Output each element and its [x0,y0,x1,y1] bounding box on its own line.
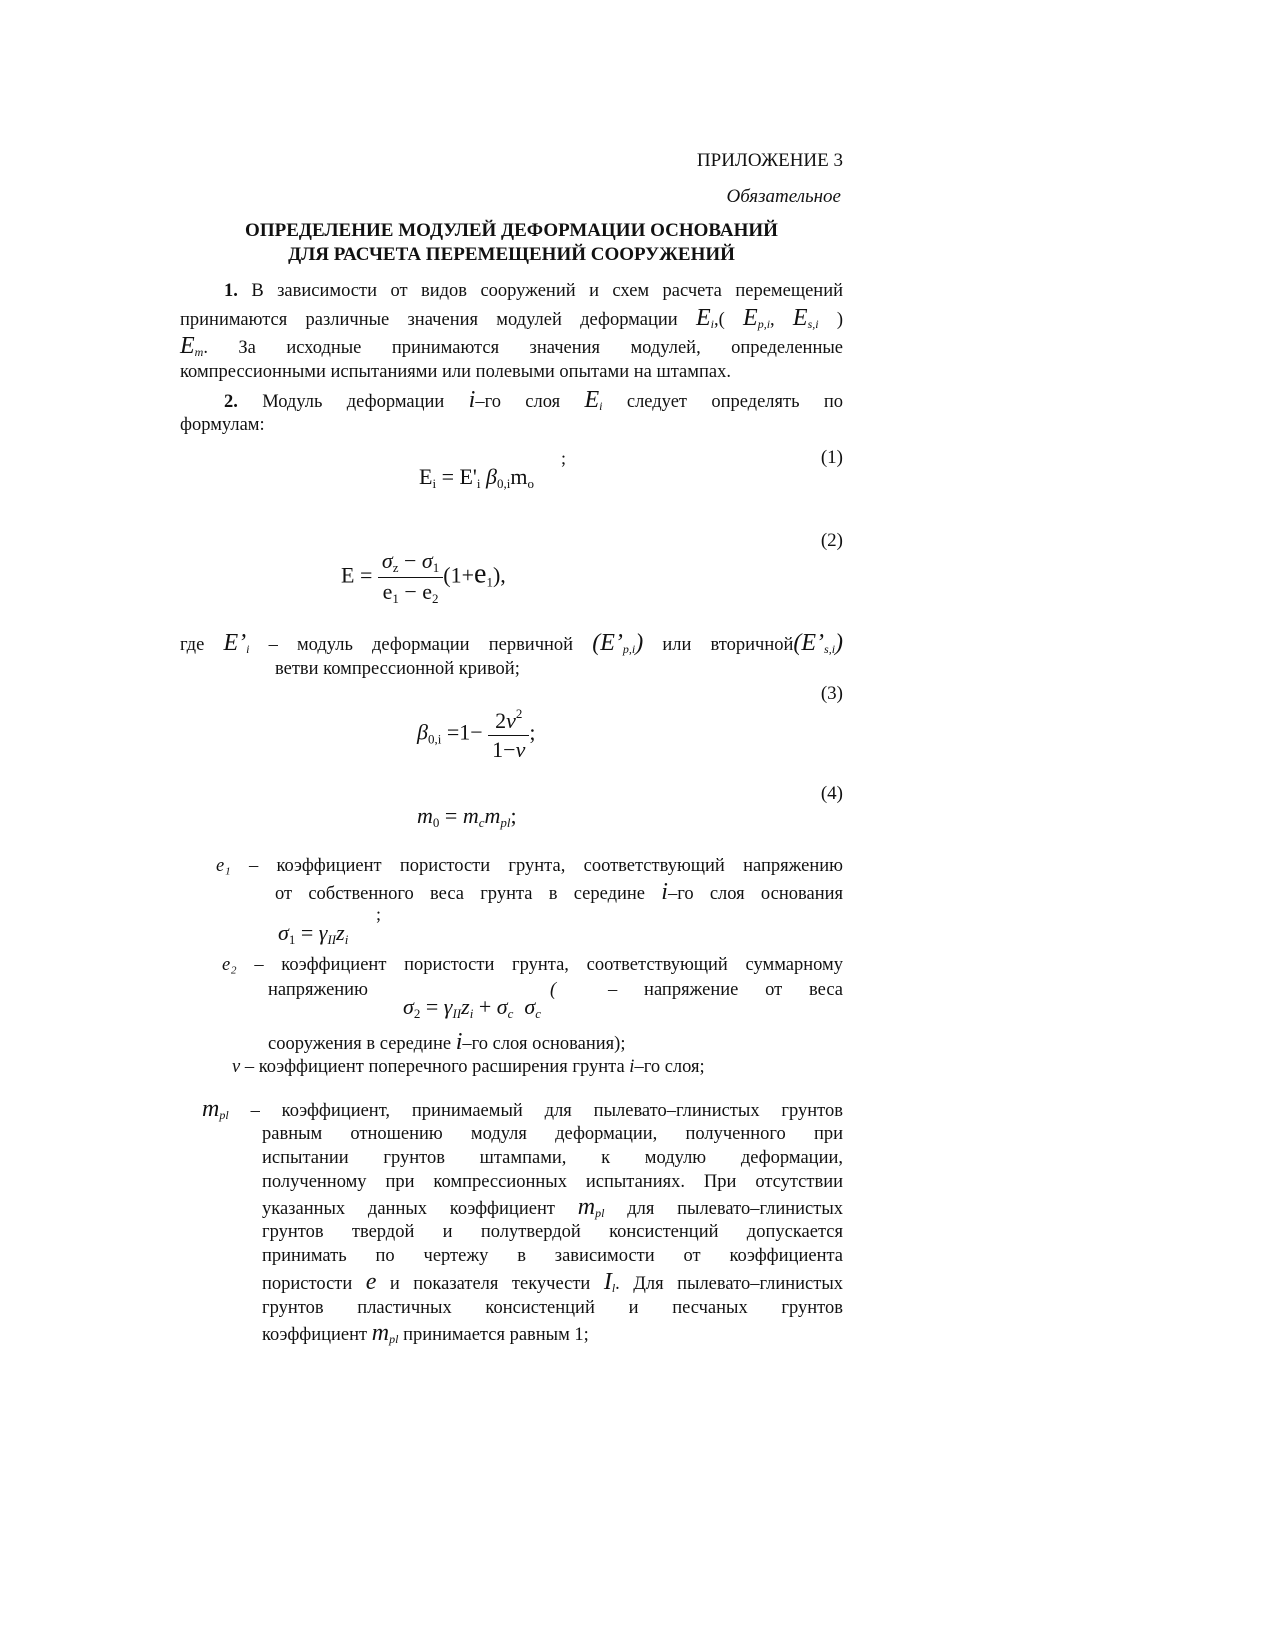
title-line-2: ДЛЯ РАСЧЕТА ПЕРЕМЕЩЕНИЙ СООРУЖЕНИЙ [288,244,735,265]
paragraph-1-line-1 [180,279,843,303]
mpl-line-10 [262,1321,589,1351]
symbol-e-prime-i: $E’_i$ [223,630,250,656]
symbol-e: e [365,1269,377,1295]
e2-text-3: – напряжение от веса [608,980,843,1000]
equation-3: β0,i =1− $\frac{2\nu^2}{1-\nu}$ ; [417,706,536,762]
equation-4-number: (4) [820,783,843,804]
appendix-label: ПРИЛОЖЕНИЕ 3 [696,150,843,171]
symbol-mpl-3: $m_{pl}$ [371,1320,399,1346]
paragraph-2-line-1 [180,388,843,418]
sigma1-formula: σ1 = γIIzi [278,920,349,947]
paragraph-2-text-b: –го слоя [475,392,561,412]
paragraph-2-text-a: Модуль деформации [262,392,445,412]
mpl-line-9: грунтов пластичных консистенций и песчаных грунтов [262,1298,843,1318]
symbol-il: $I_l$ [603,1269,616,1295]
symbol-em: $E_m$ [180,333,204,359]
symbol-i-3: i [455,1029,463,1055]
e1-text-1: – коэффициент пористости грунта, соответствующий напряжению [248,856,844,876]
paragraph-2-text-c: следует определять по [626,392,844,412]
e1-semicolon: ; [376,904,382,924]
e2-paren: ( [550,980,557,1000]
e1-text-3: –го слоя основания [667,884,843,904]
mpl-line-7: принимать по чертежу в зависимости от коэффициента [262,1246,843,1266]
nu-text: – коэффициент поперечного расширения грунта [244,1057,625,1077]
symbol-esi: $E_{s,i}$ [792,305,819,331]
where-text-a: – модуль деформации первичной [268,635,574,655]
where-line-2: ветви компрессионной кривой; [275,659,520,679]
e1-line-1 [216,854,843,878]
e2-text-4: сооружения в середине [268,1034,452,1054]
e2-text-1: – коэффициент пористости грунта, соответствующий суммарному [254,955,843,975]
equation-4: m0 = mcmpl; [417,803,517,830]
symbol-e2: e₂ [222,955,237,975]
mpl-line-6: грунтов твердой и полутвердой консистенций допускается [262,1222,843,1242]
symbol-ei-2: $E_i$ [584,387,603,413]
equation-2-fraction: $\frac{\sigma z - \sigma 1}{e1 - e2}$ [378,548,443,607]
mpl-line-2: равным отношению модуля деформации, полученного при [262,1124,843,1144]
sigma2-formula: σ2 = γIIzi + σc σc [403,994,542,1021]
mpl-text-5a: указанных данных коэффициент [262,1199,555,1219]
equation-1-number: (1) [820,447,843,468]
paragraph-1-text-2: принимаются различные значения модулей деформации [180,310,678,330]
mpl-text-8b: и показателя текучести [389,1274,591,1294]
equation-3-number: (3) [820,683,843,704]
equation-1-semicolon: ; [561,448,567,468]
paragraph-1-line-4: компрессионными испытаниями или полевыми опытами на штампах. [180,362,731,382]
symbol-epi: $E_{p,i}$ [743,305,771,331]
symbol-e-prime-si: $(E’_{s,i})$ [793,630,844,656]
mpl-text-8c: . Для пылевато–глинистых [615,1274,844,1294]
symbol-ei: $E_i$ [695,305,714,331]
mpl-line-3: испытании грунтов штампами, к модулю деформации, [262,1148,843,1168]
paragraph-2-line-2: формулам: [180,415,265,435]
e2-text-2: напряжению [268,980,368,1000]
equation-2-comma: , [500,562,506,588]
paragraph-1-number: 1. [224,281,238,301]
e2-line-1 [222,953,843,977]
nu-line [232,1055,705,1079]
mpl-text-10a: коэффициент [262,1325,368,1345]
mpl-line-4: полученному при компрессионных испытаниях. При отсутствии [262,1172,843,1192]
equation-2-number: (2) [820,530,843,551]
where-word: где [180,635,205,655]
symbol-i-4: i [629,1057,635,1077]
symbol-i: i [468,387,476,413]
mpl-text-5b: для пылевато–глинистых [627,1199,844,1219]
paragraph-1-text-3: . За исходные принимаются значения модулей, определенные [203,338,843,358]
mpl-text-1: – коэффициент, принимаемый для пылевато–глинистых грунтов [250,1101,843,1121]
e2-line-3 [268,1030,625,1056]
e2-text-5: –го слоя основания); [462,1034,626,1054]
symbol-e1: e₁ [216,856,231,876]
equation-2: E = $\frac{\sigma z - \sigma 1}{e1 - e2}$ (1+e1), [341,548,506,606]
nu-text-2: –го слоя; [634,1057,705,1077]
equation-3-fraction: $\frac{2\nu^2}{1-\nu}$ [488,706,529,763]
title-line-1: ОПРЕДЕЛЕНИЕ МОДУЛЕЙ ДЕФОРМАЦИИ ОСНОВАНИЙ [245,220,778,241]
symbol-mpl-2: $m_{pl}$ [577,1194,605,1220]
mpl-text-8a: пористости [262,1274,353,1294]
symbol-mpl: $m_{pl}$ [202,1096,229,1122]
paragraph-1-text: В зависимости от видов сооружений и схем расчета перемещений [251,281,843,301]
e1-text-2: от собственного веса грунта в середине [275,884,646,904]
e1-line-2 [275,880,843,906]
paragraph-1-line-2: принимаются различные значения модулей деформации $E_i$,( $E_{p,i}$, $E_{s,i}$ ) [180,305,844,331]
status-label: Обязательное [726,186,841,207]
mpl-text-10b: принимается равным 1; [403,1325,589,1345]
e2-line-2-right [608,978,843,1002]
paragraph-2-number: 2. [224,392,238,412]
symbol-e-prime-pi: $(E’_{p,i})$ [592,630,644,656]
symbol-i-2: i [661,879,668,905]
equation-1: Ei = E'i β0,imo [419,464,534,491]
symbol-nu: ν [232,1057,241,1077]
where-text-b: или вторичной [662,635,794,655]
page-title [180,219,843,267]
